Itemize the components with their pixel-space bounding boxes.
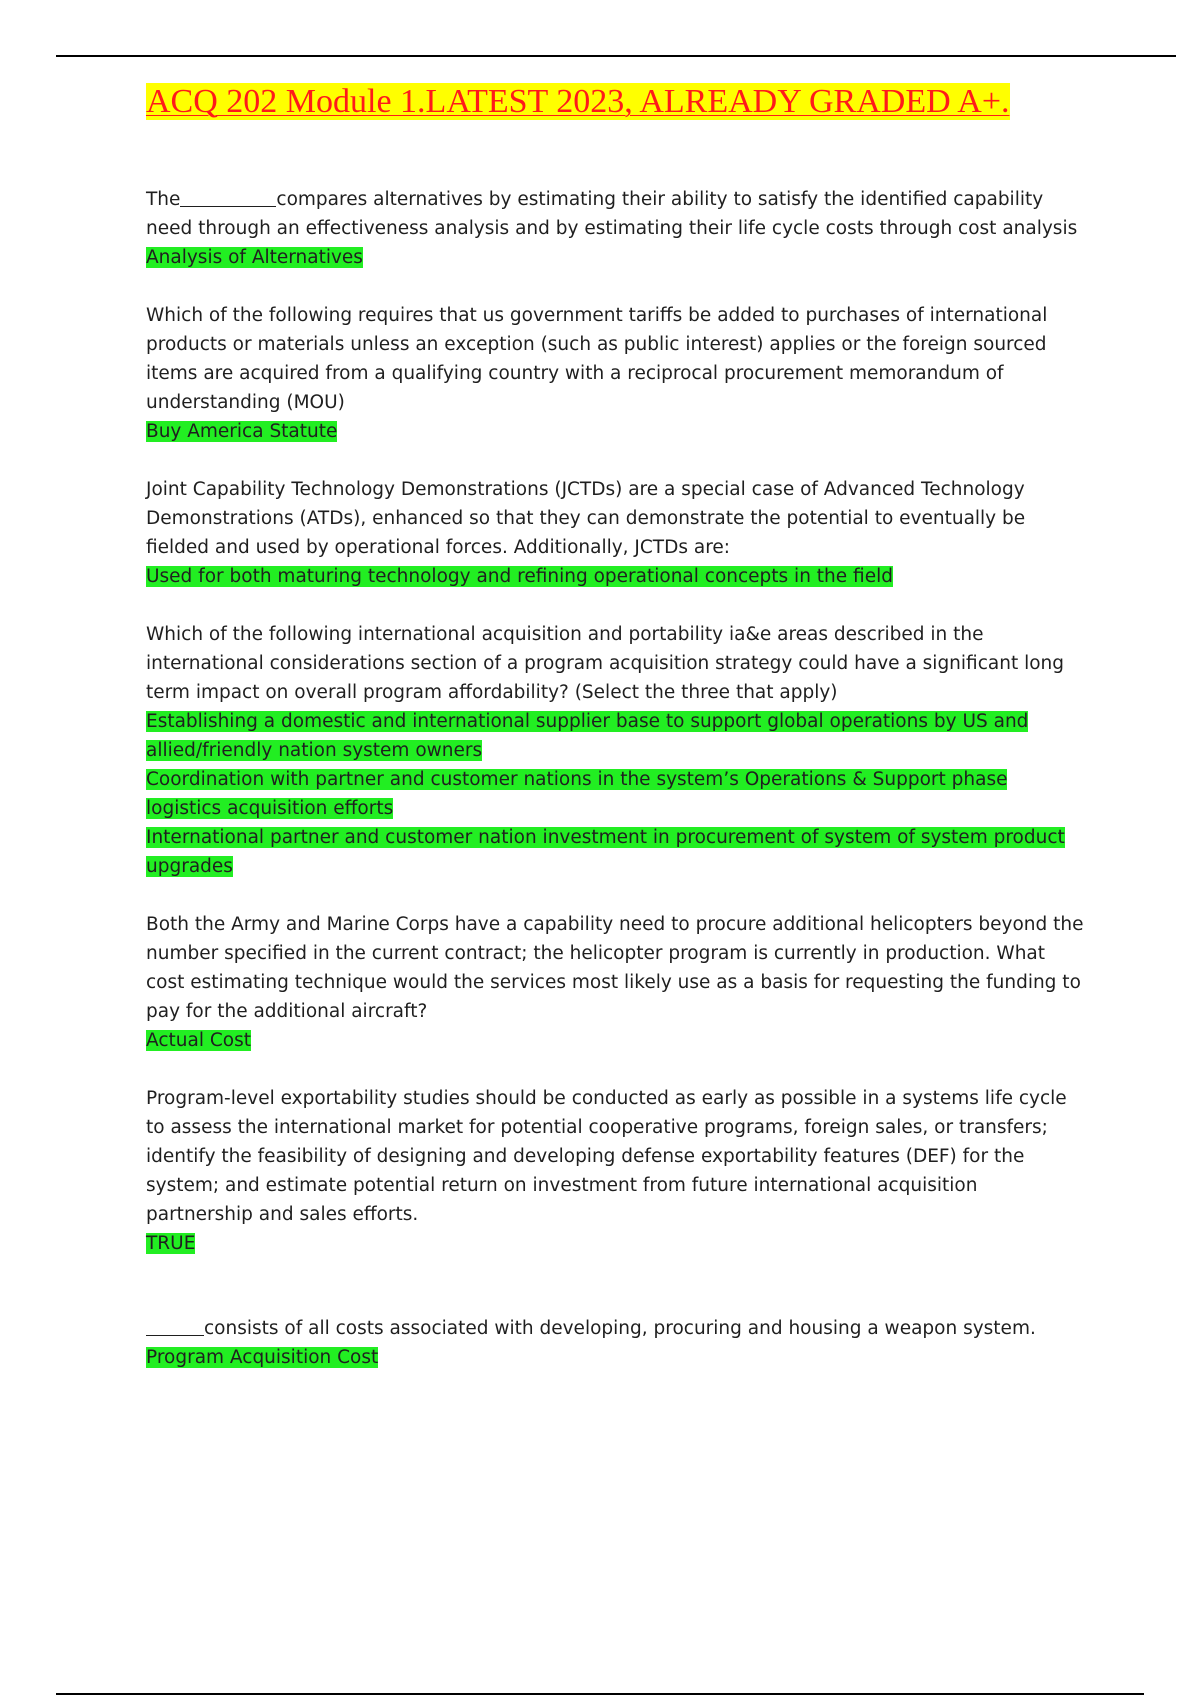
answer: Actual Cost (146, 1030, 251, 1051)
answer: Program Acquisition Cost (146, 1347, 379, 1368)
answer: Analysis of Alternatives (146, 247, 363, 268)
document-body (146, 78, 1086, 1401)
answer: Used for both maturing technology and refining operational concepts in the field (146, 566, 893, 587)
question-item-7 (146, 1314, 1086, 1372)
question-item-4 (146, 620, 1086, 881)
fill-in-blank (146, 1315, 204, 1336)
answer: Establishing a domestic and international supplier base to support global operations by US and allied/friendly nation system owners (146, 711, 1029, 761)
question-text: Which of the following requires that us government tariffs be added to purchases of international products or materials unless an exception (such as public interest) applies or the foreign sourced items are acquired from a qualifying country with a reciprocal procurement memorandum of understanding (MOU) (146, 305, 1048, 413)
question-text: Which of the following international acquisition and portability ia&e areas described in the international considerations section of a program acquisition strategy could have a significant long term impact on overall program affordability? (Select the three that apply) (146, 624, 1064, 703)
bottom-rule (56, 1693, 1144, 1695)
question-item-6 (146, 1084, 1086, 1258)
question-list (146, 185, 1086, 1372)
question-text: Program-level exportability studies should be conducted as early as possible in a systems life cycle to assess the international market for potential cooperative programs, foreign sales, or transfers; identify the feasibility of designing and developing defense exportability features (DEF) for the system; and estimate potential return on investment from future international acquisition partnership and sales efforts. (146, 1088, 1067, 1225)
question-text: consists of all costs associated with developing, procuring and housing a weapon system. Program Acquisition Cost (146, 1314, 1086, 1372)
question-item-3 (146, 475, 1086, 591)
answer: Buy America Statute (146, 421, 338, 442)
question-text: Joint Capability Technology Demonstrations (JCTDs) are a special case of Advanced Technology Demonstrations (ATDs), enhanced so that they can demonstrate the potential to eventually be fielded and used by operational forces. Additionally, JCTDs are: (146, 479, 1026, 558)
question-item-5 (146, 910, 1086, 1055)
spacer (146, 1287, 1086, 1314)
top-rule (56, 55, 1176, 57)
question-item-1 (146, 185, 1086, 272)
fill-in-blank (180, 186, 276, 207)
answer: TRUE (146, 1233, 196, 1254)
question-text: Both the Army and Marine Corps have a capability need to procure additional helicopters beyond the number specified in the current contract; the helicopter program is currently in production. What cost estimating technique would the services most likely use as a basis for requesting the funding to pay for the additional aircraft? (146, 914, 1084, 1022)
question-text: The compares alternatives by estimating their ability to satisfy the identified capability need through an effectiveness analysis and by estimating their life cycle costs through cost analysis (146, 185, 1086, 243)
answer: Coordination with partner and customer nations in the system’s Operations & Support phase logistics acquisition efforts (146, 769, 1008, 819)
question-item-2 (146, 301, 1086, 446)
answer: International partner and customer nation investment in procurement of system of system product upgrades (146, 827, 1065, 877)
document-title: ACQ 202 Module 1.LATEST 2023, ALREADY GRADED A+. (146, 83, 1010, 120)
